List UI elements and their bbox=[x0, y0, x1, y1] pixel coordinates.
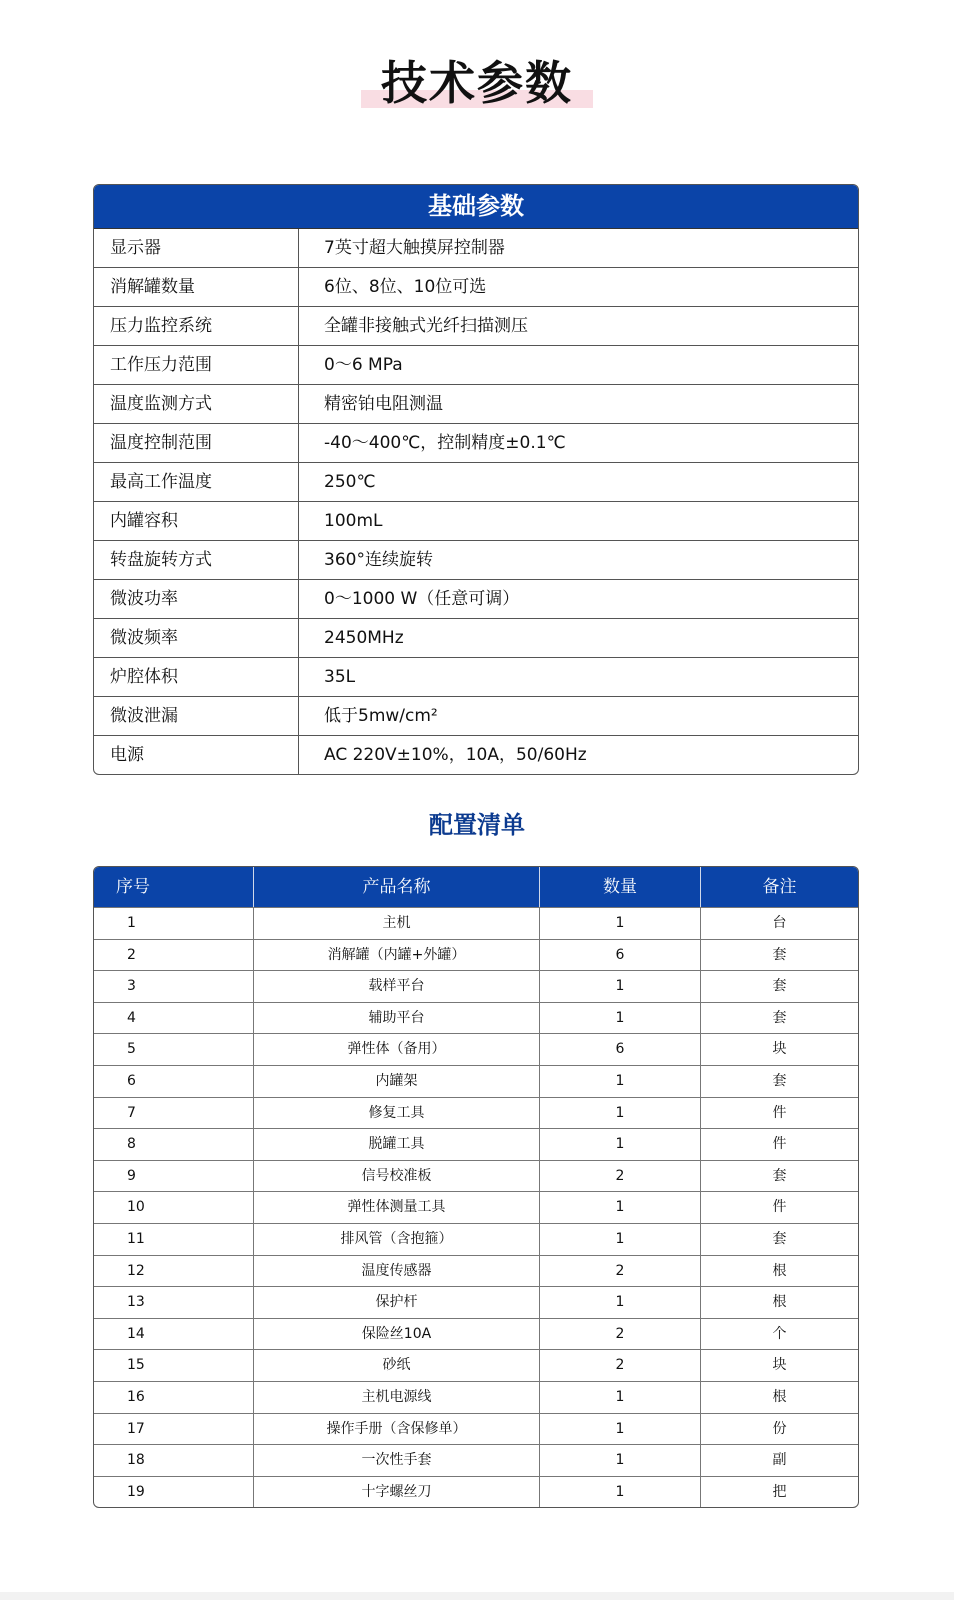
cell-remark: 件 bbox=[772, 1199, 787, 1216]
cell-remark: 套 bbox=[772, 978, 787, 995]
param-key: 微波频率 bbox=[94, 619, 299, 657]
cell-quantity: 1 bbox=[540, 1382, 701, 1413]
basic-param-row bbox=[94, 736, 858, 774]
basic-params-header: 基础参数 bbox=[94, 185, 858, 229]
cell-quantity: 2 bbox=[540, 1256, 701, 1287]
basic-param-row bbox=[94, 229, 858, 268]
cell-quantity: 2 bbox=[540, 1350, 701, 1381]
table-row bbox=[94, 1444, 858, 1476]
cell-product-name: 脱罐工具 bbox=[254, 1129, 540, 1160]
cell-product-name: 弹性体（备用） bbox=[254, 1034, 540, 1065]
cell-quantity: 1 bbox=[540, 908, 701, 939]
cell-index: 5 bbox=[94, 1034, 254, 1065]
cell-quantity: 2 bbox=[540, 1319, 701, 1350]
table-row bbox=[94, 1223, 858, 1255]
param-value: 35L bbox=[324, 667, 356, 687]
cell-index: 19 bbox=[94, 1477, 254, 1508]
param-key: 电源 bbox=[94, 736, 299, 774]
cell-product-name: 保险丝10A bbox=[254, 1319, 540, 1350]
basic-param-row bbox=[94, 619, 858, 658]
cell-index: 14 bbox=[94, 1319, 254, 1350]
cell-quantity: 2 bbox=[540, 1161, 701, 1192]
param-value: 2450MHz bbox=[324, 628, 404, 648]
table-row bbox=[94, 1191, 858, 1223]
table-row bbox=[94, 1065, 858, 1097]
param-key: 消解罐数量 bbox=[94, 268, 299, 306]
col-header-quantity: 数量 bbox=[540, 867, 701, 907]
table-row bbox=[94, 907, 858, 939]
table-row bbox=[94, 1286, 858, 1318]
param-value: 360°连续旋转 bbox=[324, 550, 433, 570]
col-header-product: 产品名称 bbox=[254, 867, 540, 907]
cell-product-name: 十字螺丝刀 bbox=[254, 1477, 540, 1508]
cell-quantity: 1 bbox=[540, 1477, 701, 1508]
basic-param-row bbox=[94, 424, 858, 463]
cell-remark: 个 bbox=[772, 1325, 787, 1342]
cell-quantity: 1 bbox=[540, 1098, 701, 1129]
basic-param-row bbox=[94, 385, 858, 424]
param-key: 炉腔体积 bbox=[94, 658, 299, 696]
cell-index: 10 bbox=[94, 1192, 254, 1223]
cell-quantity: 6 bbox=[540, 1034, 701, 1065]
cell-product-name: 信号校准板 bbox=[254, 1161, 540, 1192]
table-row bbox=[94, 1128, 858, 1160]
param-key: 显示器 bbox=[94, 229, 299, 267]
cell-product-name: 主机电源线 bbox=[254, 1382, 540, 1413]
table-row bbox=[94, 1413, 858, 1445]
param-key: 微波泄漏 bbox=[94, 697, 299, 735]
cell-remark: 件 bbox=[772, 1136, 787, 1153]
table-row bbox=[94, 970, 858, 1002]
table-row bbox=[94, 1002, 858, 1034]
param-key: 微波功率 bbox=[94, 580, 299, 618]
cell-remark: 套 bbox=[772, 1072, 787, 1089]
basic-param-row bbox=[94, 463, 858, 502]
cell-product-name: 修复工具 bbox=[254, 1098, 540, 1129]
param-value: 250℃ bbox=[324, 472, 376, 492]
table-row bbox=[94, 1160, 858, 1192]
cell-remark: 根 bbox=[772, 1294, 787, 1311]
col-header-remark: 备注 bbox=[762, 877, 797, 897]
basic-params-table bbox=[93, 184, 859, 775]
cell-index: 18 bbox=[94, 1445, 254, 1476]
page-title-area bbox=[0, 52, 954, 114]
param-key: 最高工作温度 bbox=[94, 463, 299, 501]
table-row bbox=[94, 1097, 858, 1129]
cell-remark: 件 bbox=[772, 1104, 787, 1121]
param-value: -40～400℃，控制精度±0.1℃ bbox=[324, 433, 566, 453]
cell-quantity: 1 bbox=[540, 1192, 701, 1223]
cell-product-name: 排风管（含抱箍） bbox=[254, 1224, 540, 1255]
cell-index: 8 bbox=[94, 1129, 254, 1160]
cell-index: 15 bbox=[94, 1350, 254, 1381]
param-value: 0～6 MPa bbox=[324, 355, 403, 375]
config-table-body bbox=[94, 907, 858, 1507]
basic-param-row bbox=[94, 580, 858, 619]
param-value: 0～1000 W（任意可调） bbox=[324, 589, 520, 609]
cell-index: 6 bbox=[94, 1066, 254, 1097]
page-title-text: 技术参数 bbox=[381, 56, 573, 110]
cell-index: 1 bbox=[94, 908, 254, 939]
param-value: 精密铂电阻测温 bbox=[324, 394, 443, 414]
cell-quantity: 1 bbox=[540, 1414, 701, 1445]
cell-remark: 套 bbox=[772, 1009, 787, 1026]
cell-remark: 套 bbox=[772, 1167, 787, 1184]
cell-product-name: 一次性手套 bbox=[254, 1445, 540, 1476]
cell-product-name: 温度传感器 bbox=[254, 1256, 540, 1287]
param-key: 压力监控系统 bbox=[94, 307, 299, 345]
basic-param-row bbox=[94, 307, 858, 346]
cell-index: 7 bbox=[94, 1098, 254, 1129]
cell-product-name: 砂纸 bbox=[254, 1350, 540, 1381]
param-key: 温度控制范围 bbox=[94, 424, 299, 462]
cell-product-name: 弹性体测量工具 bbox=[254, 1192, 540, 1223]
cell-quantity: 1 bbox=[540, 971, 701, 1002]
cell-index: 4 bbox=[94, 1003, 254, 1034]
cell-quantity: 1 bbox=[540, 1287, 701, 1318]
param-value: 100mL bbox=[324, 511, 383, 531]
cell-product-name: 消解罐（内罐+外罐） bbox=[254, 940, 540, 971]
cell-product-name: 辅助平台 bbox=[254, 1003, 540, 1034]
cell-quantity: 1 bbox=[540, 1066, 701, 1097]
cell-remark: 根 bbox=[772, 1262, 787, 1279]
cell-index: 11 bbox=[94, 1224, 254, 1255]
param-value: 6位、8位、10位可选 bbox=[324, 277, 487, 297]
table-row bbox=[94, 1476, 858, 1508]
param-value: AC 220V±10%，10A，50/60Hz bbox=[324, 745, 587, 765]
param-key: 工作压力范围 bbox=[94, 346, 299, 384]
cell-quantity: 6 bbox=[540, 940, 701, 971]
bottom-band bbox=[0, 1592, 954, 1600]
table-row bbox=[94, 1381, 858, 1413]
table-row bbox=[94, 1255, 858, 1287]
basic-params-rows bbox=[94, 229, 858, 774]
cell-product-name: 主机 bbox=[254, 908, 540, 939]
param-key: 内罐容积 bbox=[94, 502, 299, 540]
cell-remark: 份 bbox=[772, 1420, 787, 1437]
page-title bbox=[365, 52, 589, 114]
cell-remark: 套 bbox=[772, 946, 787, 963]
cell-quantity: 1 bbox=[540, 1445, 701, 1476]
cell-product-name: 操作手册（含保修单） bbox=[254, 1414, 540, 1445]
cell-quantity: 1 bbox=[540, 1129, 701, 1160]
cell-index: 13 bbox=[94, 1287, 254, 1318]
config-table-header bbox=[94, 867, 858, 907]
param-value: 7英寸超大触摸屏控制器 bbox=[324, 238, 505, 258]
cell-product-name: 内罐架 bbox=[254, 1066, 540, 1097]
cell-product-name: 载样平台 bbox=[254, 971, 540, 1002]
cell-remark: 台 bbox=[772, 915, 787, 931]
basic-param-row bbox=[94, 658, 858, 697]
cell-quantity: 1 bbox=[540, 1224, 701, 1255]
param-value: 低于5mw/cm² bbox=[324, 706, 438, 726]
cell-index: 2 bbox=[94, 940, 254, 971]
table-row bbox=[94, 1033, 858, 1065]
basic-param-row bbox=[94, 541, 858, 580]
config-list-table bbox=[93, 866, 859, 1508]
basic-param-row bbox=[94, 502, 858, 541]
col-header-index: 序号 bbox=[94, 867, 254, 907]
config-list-title: 配置清单 bbox=[429, 811, 525, 839]
table-row bbox=[94, 939, 858, 971]
cell-remark: 块 bbox=[772, 1357, 787, 1374]
param-value: 全罐非接触式光纤扫描测压 bbox=[324, 316, 528, 336]
param-key: 转盘旋转方式 bbox=[94, 541, 299, 579]
cell-index: 3 bbox=[94, 971, 254, 1002]
cell-quantity: 1 bbox=[540, 1003, 701, 1034]
basic-param-row bbox=[94, 346, 858, 385]
cell-index: 9 bbox=[94, 1161, 254, 1192]
cell-remark: 套 bbox=[772, 1230, 787, 1247]
cell-remark: 根 bbox=[772, 1388, 787, 1405]
cell-index: 17 bbox=[94, 1414, 254, 1445]
table-row bbox=[94, 1318, 858, 1350]
basic-param-row bbox=[94, 268, 858, 307]
cell-index: 12 bbox=[94, 1256, 254, 1287]
basic-param-row bbox=[94, 697, 858, 736]
cell-remark: 把 bbox=[772, 1483, 787, 1500]
cell-remark: 副 bbox=[772, 1452, 787, 1469]
param-key: 温度监测方式 bbox=[94, 385, 299, 423]
table-row bbox=[94, 1349, 858, 1381]
cell-product-name: 保护杆 bbox=[254, 1287, 540, 1318]
cell-remark: 块 bbox=[772, 1041, 787, 1058]
cell-index: 16 bbox=[94, 1382, 254, 1413]
